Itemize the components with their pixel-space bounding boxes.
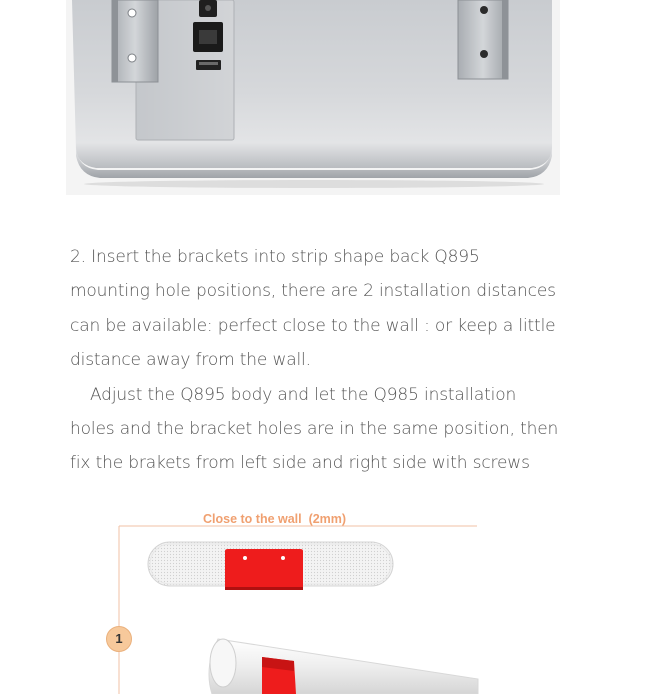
- diagram-title: Close to the wall (2mm): [203, 512, 347, 526]
- device-back-photo: [66, 0, 560, 195]
- installation-diagram: [100, 505, 490, 694]
- instruction-paragraph-1: 2. Insert the brackets into strip shape back Q895 mounting hole positions, there are 2 installation distances can be available: perfect close to the wall : or keep a little distance away from the wall.: [70, 247, 556, 371]
- step-number-badge: 1: [106, 626, 132, 652]
- instruction-paragraph-2: Adjust the Q895 body and let the Q985 installation holes and the bracket holes are in the same position, then fix the brakets from left side and right side with screws: [70, 384, 559, 474]
- device-back-illustration: [66, 0, 560, 195]
- instruction-text: [70, 240, 560, 481]
- diagram-illustration: [100, 505, 490, 694]
